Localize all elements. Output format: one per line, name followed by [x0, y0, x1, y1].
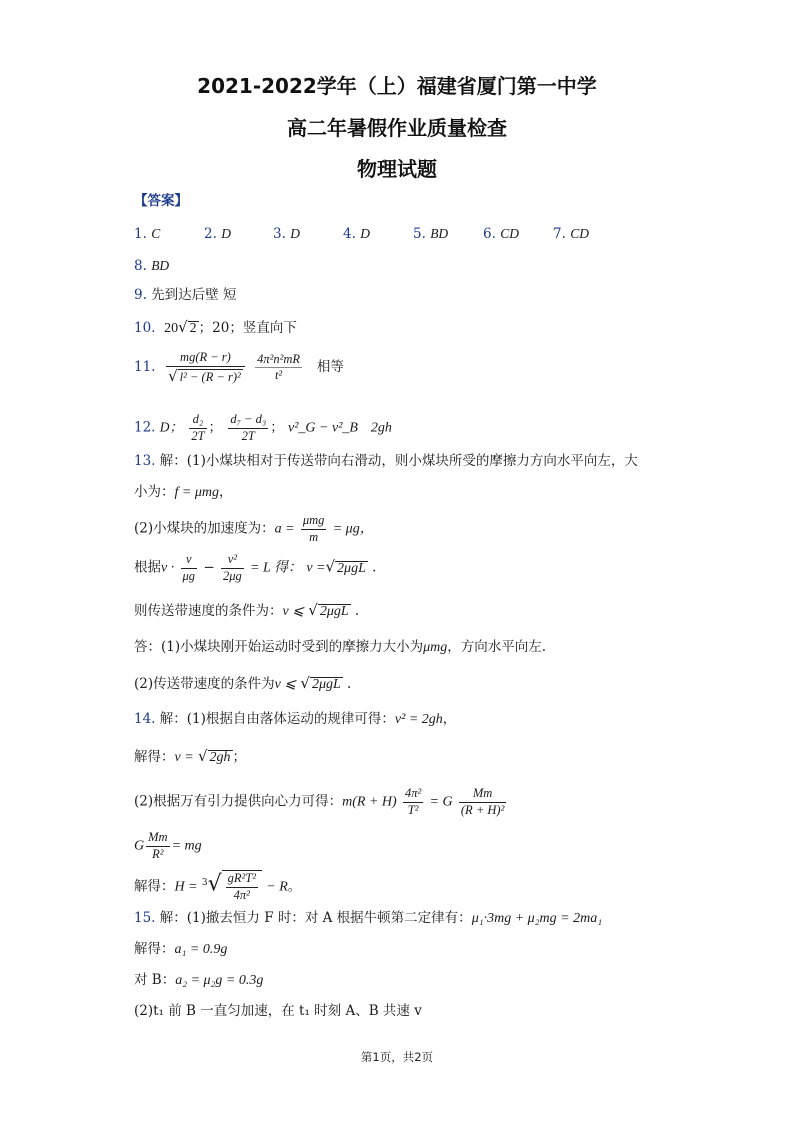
q13-line-6: 答：(1)小煤块刚开始运动时受到的摩擦力大小为μmg，方向水平向左.: [134, 639, 547, 655]
answer-11: 11. $\frac{mg(R - r)}{\text{√ l² − (R − r)²}}$ $\frac{\text{4π²n²mR}}{\text{t²}}$ 相等: [134, 350, 344, 385]
fraction: $\frac{\text{d₇ − d₃}}{2T}$: [230, 412, 267, 443]
answer-10: 10. 20√ 2 ；20；竖直向下: [134, 318, 297, 336]
fraction: $\frac{\text{gR²T²}}{\text{4π²}}$: [227, 871, 256, 902]
q13-line-7: (2)传送带速度的条件为v ⩽ √ 2μgL .: [134, 674, 352, 692]
q14-line-5: 解得：H = $^3$√ $\frac{\text{gR²T²}}{\text{4π²}}$ − R。: [134, 871, 302, 902]
q14-line-1: 14. 解：(1)根据自由落体运动的规律可得：v² = 2gh，: [134, 711, 457, 727]
mc-answer-3: 3. D: [273, 226, 300, 242]
answer-9: 9. 先到达后壁 短: [134, 287, 237, 303]
q14-line-4: G $\frac{Mm}{\text{R²}}$ = mg: [134, 830, 202, 861]
q15-line-4: (2)t₁ 前 B 一直匀加速，在 t₁ 时刻 A、B 共速 v: [134, 1003, 422, 1019]
exam-title-subtitle: 高二年暑假作业质量检查: [287, 116, 507, 140]
fraction: $\frac{\text{4π²}}{\text{T²}}$: [404, 786, 422, 817]
fraction: $\frac{\text{μmg}}{m}$: [302, 513, 325, 544]
mc-answer-8: 8. BD: [134, 258, 170, 274]
q15-line-3: 对 B：a₂ = μ₂g = 0.3g: [134, 972, 264, 988]
exam-title-subject: 物理试题: [357, 157, 437, 181]
fraction: $\frac{\text{d₂}}{2T}$: [191, 412, 205, 443]
mc-answer-2: 2. D: [204, 226, 231, 242]
fraction: $\frac{\text{v²}}{2\mu g}$: [222, 552, 242, 583]
q13-line-2: 小为：f = μmg，: [134, 484, 233, 500]
q15-line-1: 15. 解：(1)撤去恒力 F 时：对 A 根据牛顿第二定律有：μ₁·3mg + μ₂mg = 2ma₁: [134, 910, 603, 926]
mc-answer-4: 4. D: [343, 226, 370, 242]
q13-line-5: 则传送带速度的条件为：v ⩽ √ 2μgL .: [134, 601, 360, 619]
page-footer: 第1页，共2页: [360, 1050, 434, 1064]
fraction: $\frac{Mm}{\text{(R + H)²}}$: [460, 786, 505, 817]
q14-line-2: 解得：v = √ 2gh ；: [134, 747, 247, 765]
fraction: $\frac{Mm}{\text{R²}}$: [148, 830, 168, 861]
mc-answer-7: 7. CD: [553, 226, 589, 242]
mc-answer-1: 1. C: [134, 226, 161, 242]
answer-12: 12. D； $\frac{\text{d₂}}{2T}$ ； $\frac{\text{d₇ − d₃}}{2T}$ ； v²_G − v²_B 2gh: [134, 412, 392, 443]
fraction: $\frac{\text{4π²n²mR}}{\text{t²}}$: [257, 351, 301, 383]
fraction: $\frac{mg(R - r)}{\text{√ l² − (R − r)²}}$: [166, 350, 245, 385]
answer-label: 【答案】: [134, 193, 188, 209]
fraction: $\frac{v}{\mu g}$: [182, 552, 196, 583]
q15-line-2: 解得：a₁ = 0.9g: [134, 941, 228, 957]
exam-title-school: 2021-2022学年（上）福建省厦门第一中学: [197, 74, 597, 98]
mc-answer-5: 5. BD: [413, 226, 449, 242]
q13-line-4: 根据v · $\frac{v}{\mu g}$ − $\frac{\text{v²}}{2\mu g}$ = L 得： v =√ 2μgL .: [134, 552, 377, 583]
q13-line-3: (2)小煤块的加速度为：a = $\frac{\text{μmg}}{m}$ = μg，: [134, 513, 374, 544]
mc-answer-6: 6. CD: [483, 226, 519, 242]
q13-line-1: 13. 解：(1)小煤块相对于传送带向右滑动，则小煤块所受的摩擦力方向水平向左，大: [134, 453, 638, 469]
q14-line-3: (2)根据万有引力提供向心力可得：m(R + H) $\frac{\text{4π²}}{\text{T²}}$ = G $\frac{Mm}{\text{(R + H)²}}$: [134, 786, 505, 817]
